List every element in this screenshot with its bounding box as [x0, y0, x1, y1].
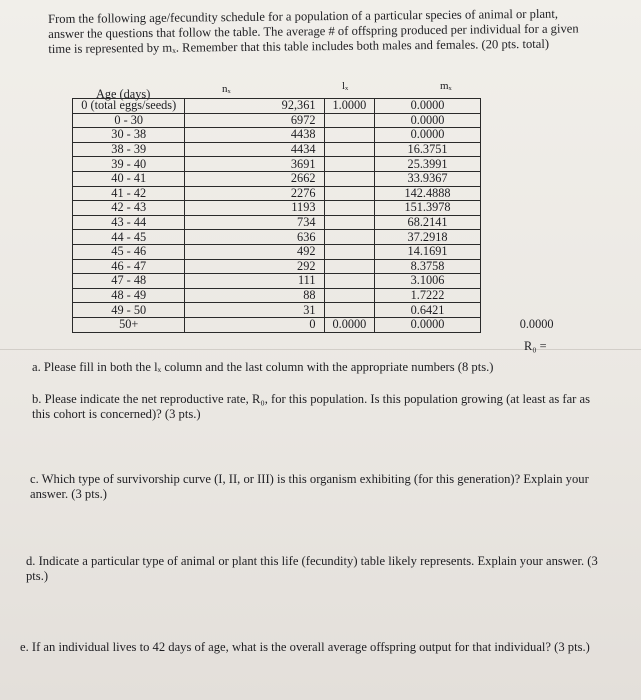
table-row: [73, 201, 593, 216]
mx-cell: 1.7222: [375, 288, 480, 303]
table-row: [73, 99, 593, 114]
lx-cell: [324, 230, 375, 245]
lx-cell: [324, 171, 375, 186]
table-row: [73, 113, 593, 128]
result-cell: [480, 244, 592, 259]
nx-cell: 31: [185, 303, 324, 318]
age-cell: 40 - 41: [73, 171, 185, 186]
lx-cell: [324, 128, 375, 143]
age-cell: 41 - 42: [73, 186, 185, 201]
result-cell: [480, 142, 592, 157]
mx-cell: 0.0000: [375, 99, 480, 114]
intro-paragraph: From the following age/fecundity schedule for a population of a particular species of animal or plant, answer the questions that follow the table. The average # of offspring produced per individual for a given time is represented by mₓ. Remember that this table includes both males and females. (20 pts. total): [48, 6, 579, 56]
lx-cell: [324, 142, 375, 157]
header-age: Age (days): [96, 87, 151, 101]
age-cell: 0 (total eggs/seeds): [73, 99, 185, 114]
nx-cell: 88: [185, 288, 324, 303]
lx-cell: [324, 274, 375, 289]
table-row: [73, 303, 593, 318]
result-cell: [480, 128, 592, 143]
mx-cell: 33.9367: [375, 171, 480, 186]
table-row: [73, 142, 593, 157]
age-cell: 50+: [73, 317, 185, 332]
age-cell: 0 - 30: [73, 113, 185, 128]
table-row: [73, 215, 593, 230]
result-cell: [480, 230, 592, 245]
result-cell: [480, 215, 592, 230]
nx-cell: 292: [185, 259, 324, 274]
mx-cell: 0.0000: [375, 317, 480, 332]
life-table: [72, 98, 593, 333]
table-row: [73, 171, 593, 186]
nx-cell: 4438: [185, 128, 324, 143]
lx-cell: [324, 201, 375, 216]
lx-cell: 1.0000: [324, 99, 375, 114]
mx-cell: 151.3978: [375, 201, 480, 216]
age-cell: 44 - 45: [73, 230, 185, 245]
age-cell: 38 - 39: [73, 142, 185, 157]
nx-cell: 1193: [185, 201, 324, 216]
lx-cell: [324, 303, 375, 318]
lx-cell: 0.0000: [324, 317, 375, 332]
question-c: c. Which type of survivorship curve (I, II, or III) is this organism exhibiting (for this generation)? Explain your answer. (3 pts.): [30, 472, 589, 501]
mx-cell: 142.4888: [375, 186, 480, 201]
table-row: [73, 128, 593, 143]
mx-cell: 3.1006: [375, 274, 480, 289]
table-row: [73, 288, 593, 303]
nx-cell: 92,361: [185, 99, 324, 114]
mx-cell: 25.3991: [375, 157, 480, 172]
result-cell: 0.0000: [519, 317, 554, 332]
table-row: [73, 157, 593, 172]
age-cell: 30 - 38: [73, 128, 185, 143]
lx-cell: [324, 186, 375, 201]
question-e: e. If an individual lives to 42 days of age, what is the overall average offspring output for that individual? (3 pts.): [20, 640, 590, 654]
nx-cell: 4434: [185, 142, 324, 157]
result-cell: [480, 113, 592, 128]
age-cell: 49 - 50: [73, 303, 185, 318]
result-cell: [480, 288, 592, 303]
mx-cell: 0.0000: [375, 128, 480, 143]
result-cell: [480, 99, 592, 114]
result-cell: [480, 303, 592, 318]
nx-cell: 2662: [185, 171, 324, 186]
mx-cell: 37.2918: [375, 230, 480, 245]
age-cell: 47 - 48: [73, 274, 185, 289]
nx-cell: 0: [185, 317, 324, 332]
nx-cell: 2276: [185, 186, 324, 201]
question-b: b. Please indicate the net reproductive rate, R₀, for this population. Is this population growing (at least as far as this cohort is concerned)? (3 pts.): [32, 392, 591, 421]
table-row: [73, 230, 593, 245]
mx-cell: 14.1691: [375, 244, 480, 259]
table-row: [73, 244, 593, 259]
result-cell: [480, 171, 592, 186]
mx-cell: 8.3758: [375, 259, 480, 274]
result-cell: [480, 259, 592, 274]
table-row: [73, 317, 593, 332]
result-cell: [480, 201, 592, 216]
question-a: a. Please fill in both the lₓ column and the last column with the appropriate numbers (8 pts.): [32, 360, 494, 374]
lx-cell: [324, 288, 375, 303]
table-row: [73, 274, 593, 289]
header-mx: mₓ: [440, 80, 452, 92]
age-cell: 46 - 47: [73, 259, 185, 274]
mx-cell: 16.3751: [375, 142, 480, 157]
age-cell: 45 - 46: [73, 244, 185, 259]
nx-cell: 636: [185, 230, 324, 245]
result-cell: [480, 186, 592, 201]
age-cell: 39 - 40: [73, 157, 185, 172]
nx-cell: 3691: [185, 157, 324, 172]
ro-label: R₀ =: [524, 339, 547, 353]
age-cell: 43 - 44: [73, 215, 185, 230]
lx-cell: [324, 259, 375, 274]
mx-cell: 68.2141: [375, 215, 480, 230]
header-nx: nₓ: [222, 83, 231, 95]
age-cell: 48 - 49: [73, 288, 185, 303]
nx-cell: 111: [185, 274, 324, 289]
mx-cell: 0.0000: [375, 113, 480, 128]
nx-cell: 734: [185, 215, 324, 230]
result-cell: [480, 274, 592, 289]
result-cell: [480, 157, 592, 172]
lx-cell: [324, 244, 375, 259]
table-row: [73, 259, 593, 274]
nx-cell: 492: [185, 244, 324, 259]
question-d: d. Indicate a particular type of animal or plant this life (fecundity) table likely represents. Explain your answer. (3 pts.): [26, 554, 598, 583]
header-lx: lₓ: [342, 80, 349, 92]
mx-cell: 0.6421: [375, 303, 480, 318]
age-cell: 42 - 43: [73, 201, 185, 216]
lx-cell: [324, 215, 375, 230]
lx-cell: [324, 157, 375, 172]
lx-cell: [324, 113, 375, 128]
table-row: [73, 186, 593, 201]
nx-cell: 6972: [185, 113, 324, 128]
